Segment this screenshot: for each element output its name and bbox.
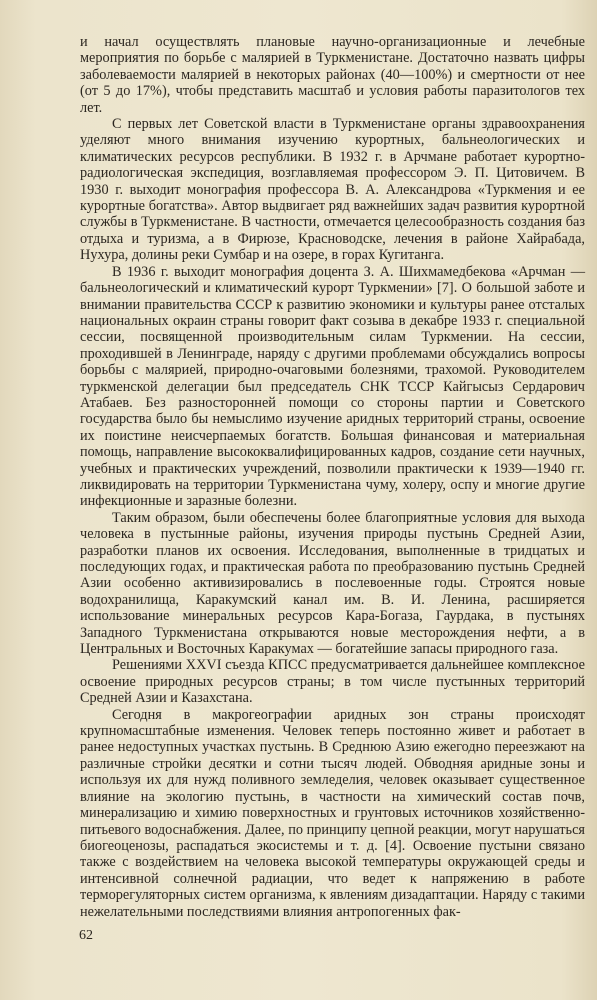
paragraph-5: Решениями XXVI съезда КПСС предусматривается дальнейшее комплексное освоение природных ресурсов страны; в том числе пустынных территорий Средней Азии и Казахстана. xyxy=(80,657,585,707)
paragraph-3: В 1936 г. выходит монография доцента З. А. Шихмамедбекова «Арчман — бальнеологический и климатический курорт Туркмении» [7]. О большой заботе и внимании правительства СССР к развитию экономики и культуры ранее отсталых национальных окраин страны говорит факт созыва в декабре 1933 г. специальной сессии, посвященной производительным силам Туркмении. На сессии, проходившей в Ленинграде, наряду с другими проблемами обсуждались вопросы борьбы с малярией, природно-очаговыми болезнями, трахомой. Руководителем туркменской делегации был председатель СНК ТССР Кайгысыз Сердарович Атабаев. Без разносторонней помощи со стороны партии и Советского государства было бы немыслимо изучение аридных территорий страны, освоение их поистине неисчерпаемых богатств. Большая финансовая и материальная помощь, направление высококвалифицированных кадров, создание сети научных, учебных и практических учреждений, позволили практически к 1939—1940 гг. ликвидировать на территории Туркменистана чуму, холеру, оспу и многие другие инфекционные и заразные болезни. xyxy=(80,263,585,510)
paragraph-2: С первых лет Советской власти в Туркменистане органы здравоохранения уделяют много внимания изучению курортных, бальнеологических и климатических ресурсов республики. В 1932 г. в Арчмане работает курортно-радиологическая экспедиция, возглавляемая профессором Э. П. Цитовичем. В 1930 г. выходит монография профессора В. А. Александрова «Туркмения и ее курортные богатства». Автор выдвигает ряд важнейших задач развития курортной службы в Туркменистане. В частности, отмечается целесообразность создания баз отдыха и туризма, а в Фирюзе, Красноводске, лечения в районе Хайрабада, Нухура, долины реки Сумбар и на озере, в горах Кугитанга. xyxy=(80,116,585,264)
body-text xyxy=(80,34,585,920)
paragraph-4: Таким образом, были обеспечены более благоприятные условия для выхода человека в пустынные районы, изучения природы пустынь Средней Азии, разработки планов их освоения. Исследования, выполненные в тридцатых и последующих годах, и практическая работа по преобразованию пустынь Средней Азии особенно активизировались в послевоенные годы. Строятся новые водохранилища, Каракумский канал им. В. И. Ленина, расширяется использование минеральных ресурсов Кара-Богаза, Гаурдака, в пустынях Западного Туркменистана открываются новые месторождения нефти, а в Центральных и Восточных Каракумах — богатейшие запасы природного газа. xyxy=(80,509,585,658)
paragraph-6: Сегодня в макрогеографии аридных зон страны происходят крупномасштабные изменения. Человек теперь постоянно живет и работает в ранее недоступных участках пустынь. В Среднюю Азию ежегодно переезжают на различные стройки десятки и сотни тысяч людей. Обводняя аридные зоны и используя их для нужд поливного земледелия, человек оказывает существенное влияние на экологию пустынь, в частности на химический состав почв, минерализацию и химию поверхностных и грунтовых источников хозяйственно-питьевого водоснабжения. Далее, по принципу цепной реакции, могут нарушаться биогеоценозы, распадаться экосистемы и т. д. [4]. Освоение пустыни связано также с воздействием на человека высокой температуры окружающей среды и интенсивной солнечной радиации, что ведет к напряжению в работе терморегуляторных систем организма, к явлениям дизадаптации. Наряду с такими нежелательными последствиями влияния антропогенных фак- xyxy=(80,706,585,920)
paragraph-1: и начал осуществлять плановые научно-организационные и лечебные мероприятия по борьбе с малярией в Туркменистане. Достаточно назвать цифры заболеваемости малярией в некоторых районах (40—100%) и смертности от нее (от 5 до 17%), чтобы представить масштаб и условия работы паразитологов тех лет. xyxy=(80,34,585,116)
page-number: 62 xyxy=(79,928,93,943)
